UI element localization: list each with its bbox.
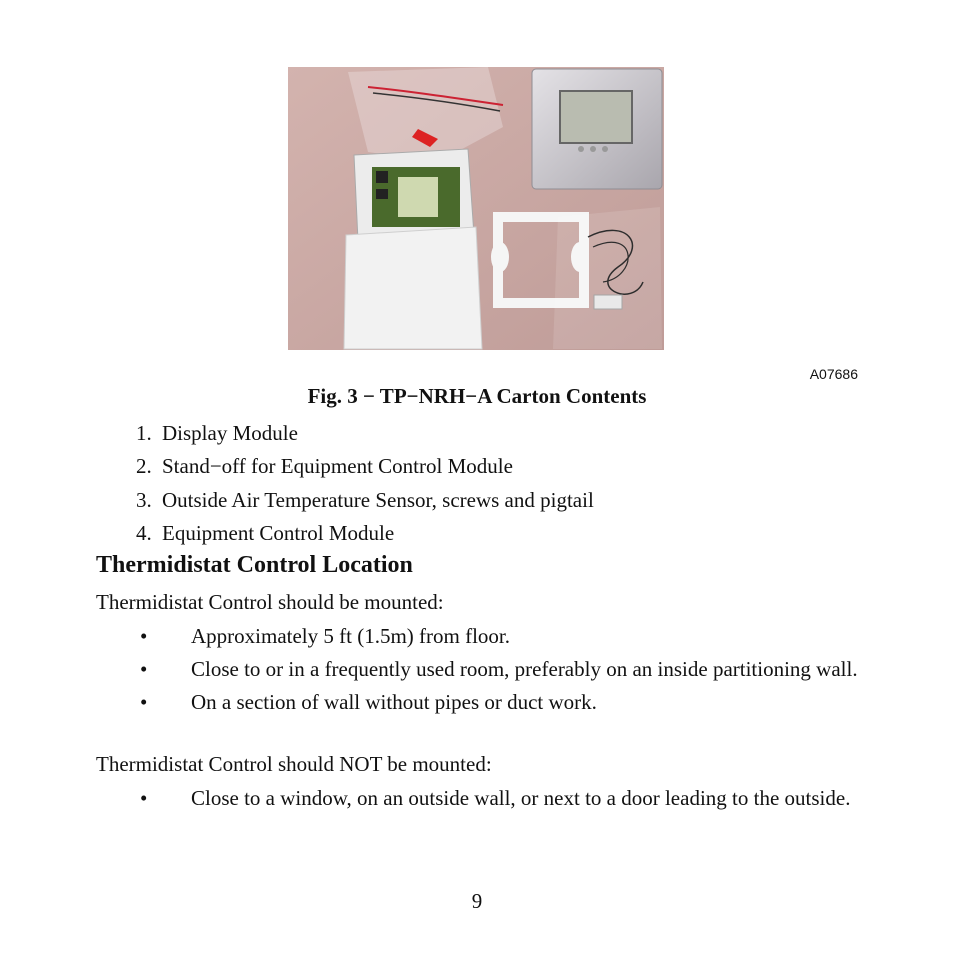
list-item-text: Outside Air Temperature Sensor, screws and pigtail [162,487,594,512]
list-item-text: Close to or in a frequently used room, preferably on an inside partitioning wall. [191,657,858,681]
list-item [136,519,594,552]
should-mount-intro: Thermidistat Control should be mounted: [96,590,444,614]
list-item-number: 3. [136,487,152,512]
list-item-text: Approximately 5 ft (1.5m) from floor. [191,624,511,648]
bullet-icon: • [140,657,148,681]
list-item-text: Stand−off for Equipment Control Module [162,454,513,479]
should-mount-list [140,622,871,721]
list-item [140,655,871,683]
page-number: 9 [471,889,483,913]
list-item-text: Equipment Control Module [162,520,395,545]
carton-contents-list [136,419,594,552]
bullet-icon: • [140,786,148,810]
should-not-mount-list [140,784,871,817]
carton-contents-photo [288,67,664,350]
list-item-number: 2. [136,454,152,479]
list-item-text: Display Module [162,421,298,445]
list-item-text: On a section of wall without pipes or duct work. [191,690,597,714]
figure-caption: Fig. 3 − TP−NRH−A Carton Contents [307,384,647,408]
bullet-icon: • [140,624,148,648]
list-item-number: 4. [136,520,152,545]
list-item [140,688,871,716]
list-item [136,419,594,452]
should-not-mount-intro: Thermidistat Control should NOT be mounted: [96,752,492,776]
list-item [140,784,871,812]
list-item-number: 1. [136,421,152,445]
bullet-icon: • [140,690,148,714]
section-title: Thermidistat Control Location [96,552,413,578]
list-item [136,486,594,519]
figure-code: A07686 [809,366,858,382]
list-item [140,622,871,650]
list-item [136,452,594,485]
list-item-text: Close to a window, on an outside wall, or next to a door leading to the outside. [191,786,851,810]
